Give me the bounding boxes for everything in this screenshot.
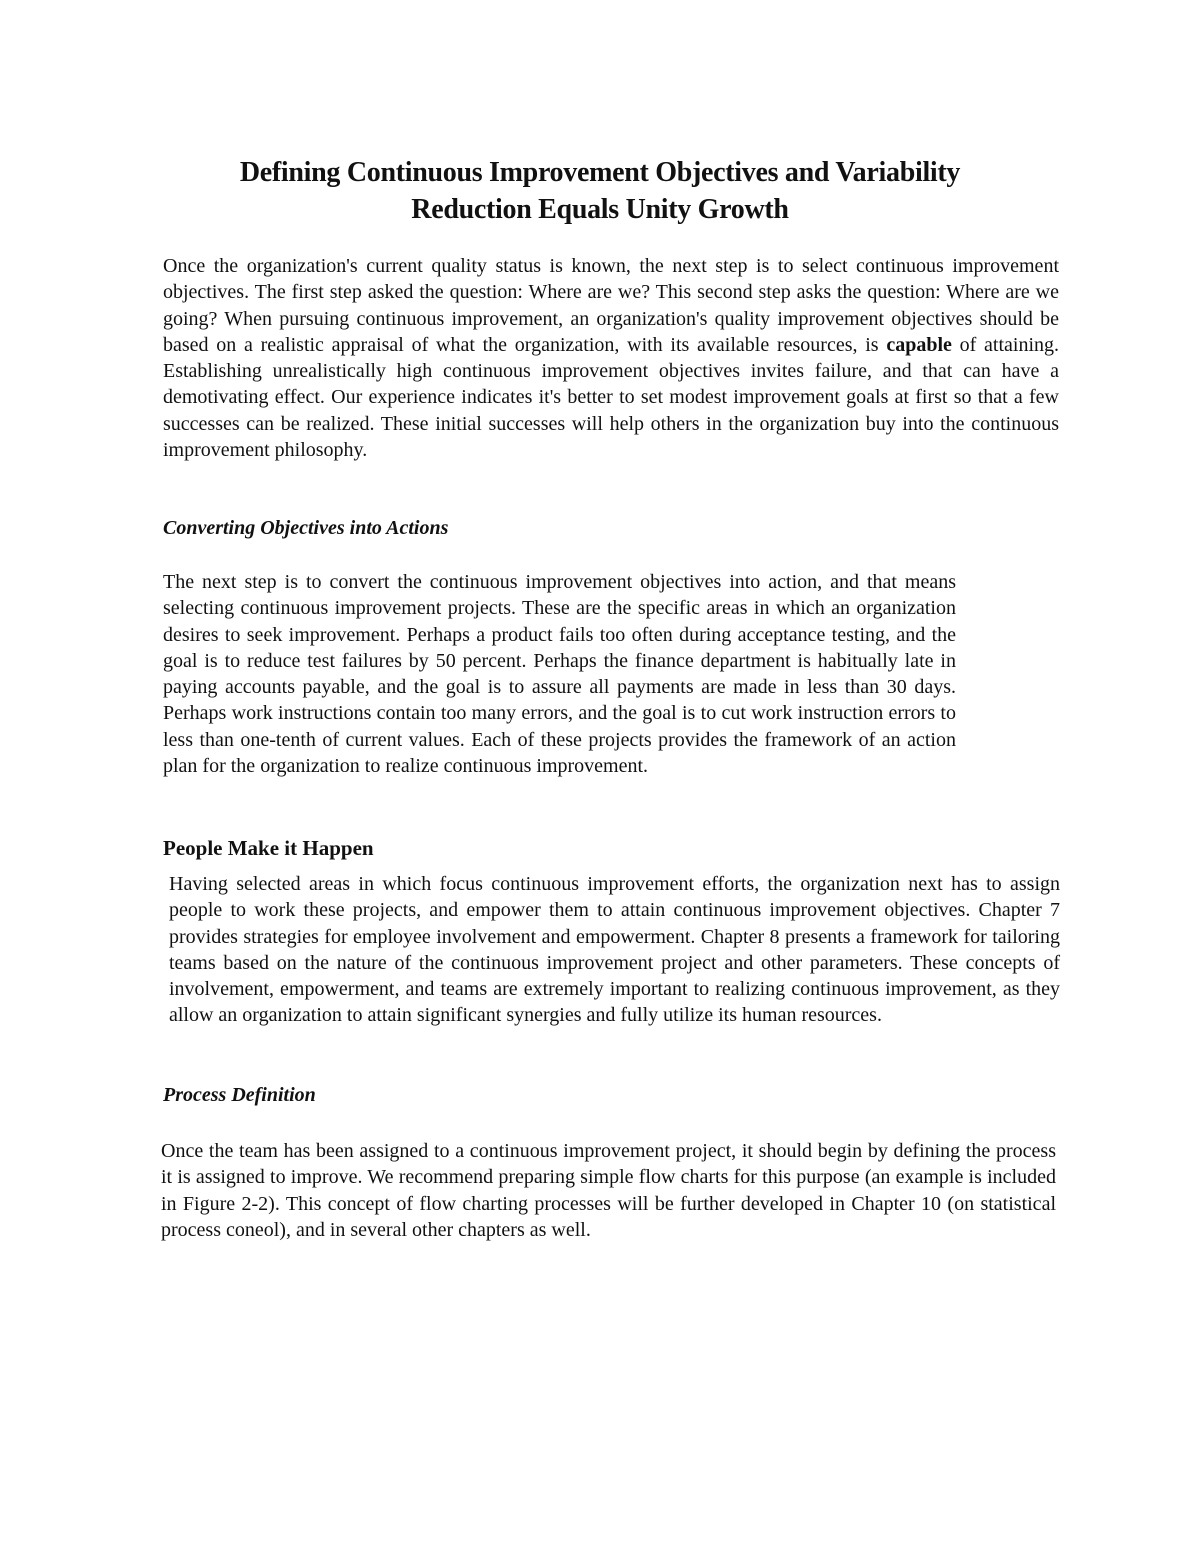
page-title-line-1: Defining Continuous Improvement Objectives and Variability bbox=[239, 157, 961, 188]
intro-paragraph bbox=[163, 253, 1059, 463]
bold-word-capable: capable bbox=[886, 333, 952, 356]
page-title bbox=[150, 154, 1050, 228]
people-paragraph: Having selected areas in which focus continuous improvement efforts, the organization next has to assign people to work these projects, and empower them to attain continuous improvement objectives. Chapter 7 provides strategies for employee involvement and empowerment. Chapter 8 presents a framework for tailoring teams based on the nature of the continuous improvement project and other parameters. These concepts of involvement, empowerment, and teams are extremely important to realizing continuous improvement, as they allow an organization to attain significant synergies and fully utilize its human resources. bbox=[169, 873, 1060, 1027]
converting-objectives-paragraph: The next step is to convert the continuous improvement objectives into action, and that means selecting continuous improvement projects. These are the specific areas in which an organization desires to seek improvement. Perhaps a product fails too often during acceptance testing, and the goal is to reduce test failures by 50 percent. Perhaps the finance department is habitually late in paying accounts payable, and the goal is to assure all payments are made in less than 30 days. Perhaps work instructions contain too many errors, and the goal is to cut work instruction errors to less than one-tenth of current values. Each of these projects provides the framework of an action plan for the organization to realize continuous improvement. bbox=[163, 571, 956, 778]
intro-text-after: of attaining. Establishing unrealistically high continuous improvement objectives invites failure, and that can have a demotivating effect. Our experience indicates it's better to set modest improvement goals at first so that a few successes can be realized. These initial successes will help others in the organization buy into the continuous improvement philosophy. bbox=[163, 333, 1060, 462]
section-heading-process-definition: Process Definition bbox=[163, 1084, 316, 1106]
intro-text-before: Once the organization's current quality status is known, the next step is to select continuous improvement objectives. The first step asked the question: Where are we? This second step asks the question: Where are we going? When pursuing continuous improvement, an organization's quality improvement objectives should be based on a realistic appraisal of what the organization, with its available resources, is bbox=[163, 255, 1059, 356]
section-heading-people-make-it-happen: People Make it Happen bbox=[163, 836, 374, 860]
process-definition-paragraph: Once the team has been assigned to a continuous improvement project, it should begin by defining the process it is assigned to improve. We recommend preparing simple flow charts for this purpose (an example is included in Figure 2-2). This concept of flow charting processes will be further developed in Chapter 10 (on statistical process coneol), and in several other chapters as well. bbox=[161, 1140, 1056, 1241]
page-title-line-2: Reduction Equals Unity Growth bbox=[411, 194, 789, 225]
section-heading-converting-objectives: Converting Objectives into Actions bbox=[163, 517, 449, 539]
